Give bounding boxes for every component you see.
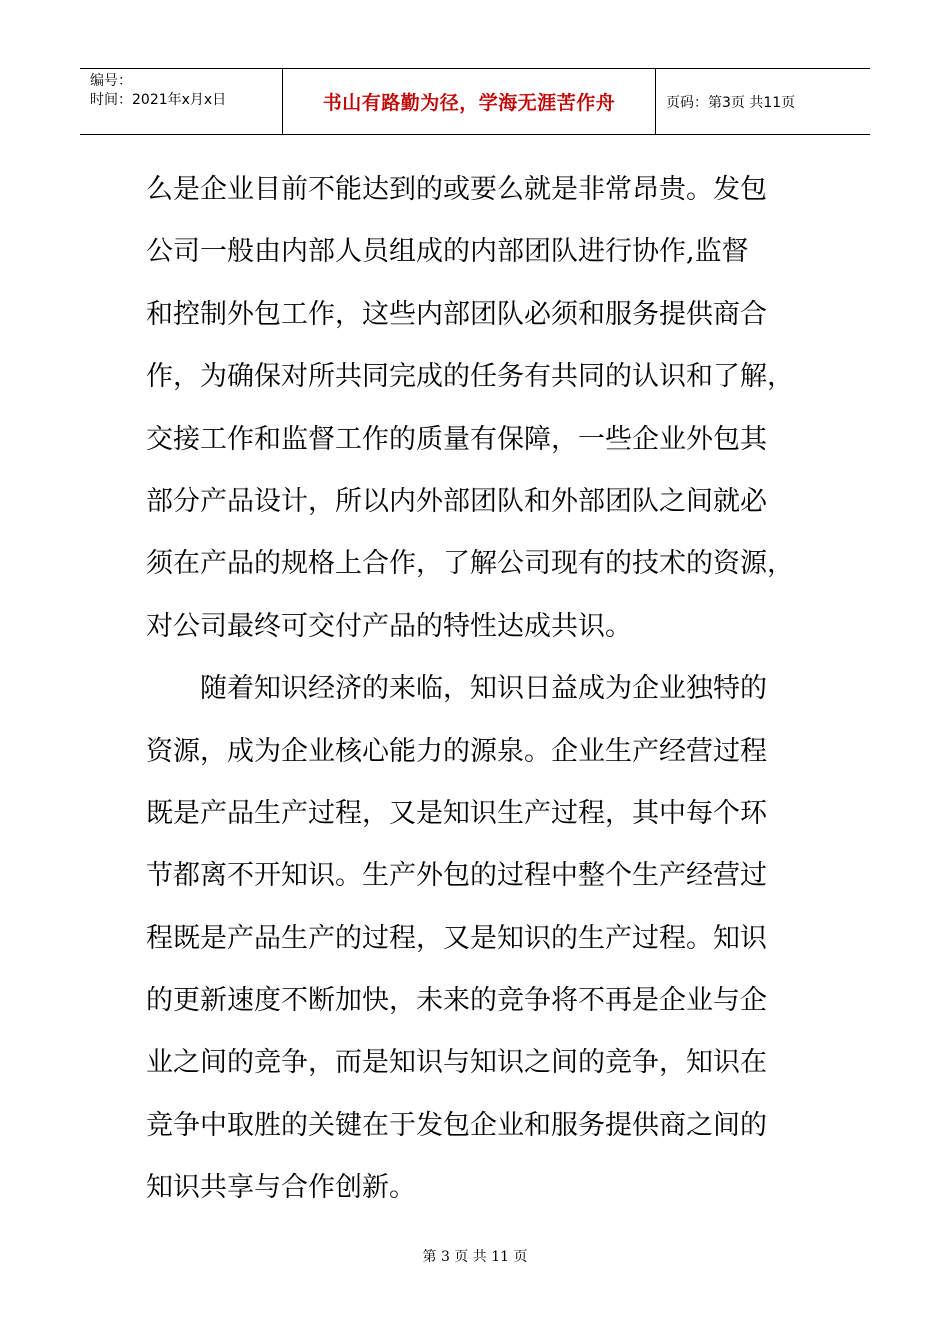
page-header <box>80 68 870 135</box>
footer-page-number: 第 3 页 共 11 页 <box>422 1249 528 1265</box>
motto-text: 书山有路勤为径，学海无涯苦作舟 <box>322 92 616 114</box>
page-footer <box>0 1246 950 1266</box>
body-line: 须在产品的规格上合作，了解公司现有的技术的资源， <box>146 548 794 580</box>
body-text <box>146 159 808 1220</box>
body-line: 节都离不开知识。生产外包的过程中整个生产经营过 <box>146 860 767 892</box>
time-label: 时间：2021年x月x日 <box>90 92 227 108</box>
header-page-info-cell <box>656 69 870 134</box>
body-line: 的更新速度不断加快，未来的竞争将不再是企业与企 <box>146 985 767 1017</box>
body-line: 既是产品生产过程，又是知识生产过程，其中每个环 <box>146 797 767 829</box>
body-line: 程既是产品生产的过程，又是知识的生产过程。知识 <box>146 922 767 954</box>
body-line: 随着知识经济的来临，知识日益成为企业独特的 <box>146 673 767 705</box>
body-line: 对公司最终可交付产品的特性达成共识。 <box>146 610 632 642</box>
body-line: 么是企业目前不能达到的或要么就是非常昂贵。发包 <box>146 174 767 205</box>
body-line: 资源，成为企业核心能力的源泉。企业生产经营过程 <box>146 735 767 767</box>
body-line: 交接工作和监督工作的质量有保障，一些企业外包其 <box>146 423 767 455</box>
body-line: 知识共享与合作创新。 <box>146 1172 416 1204</box>
body-line: 部分产品设计，所以内外部团队和外部团队之间就必 <box>146 485 767 517</box>
body-line: 作，为确保对所共同完成的任务有共同的认识和了解， <box>146 361 794 393</box>
body-line: 竞争中取胜的关键在于发包企业和服务提供商之间的 <box>146 1109 767 1141</box>
header-meta <box>80 69 283 134</box>
body-line: 公司一般由内部人员组成的内部团队进行协作,监督 <box>146 236 749 268</box>
header-motto-cell <box>283 69 656 134</box>
page-info: 页码：第3页 共11页 <box>666 94 796 111</box>
body-line: 业之间的竞争，而是知识与知识之间的竞争，知识在 <box>146 1047 767 1079</box>
body-line: 和控制外包工作，这些内部团队必须和服务提供商合 <box>146 298 767 330</box>
number-label: 编号： <box>90 73 132 89</box>
